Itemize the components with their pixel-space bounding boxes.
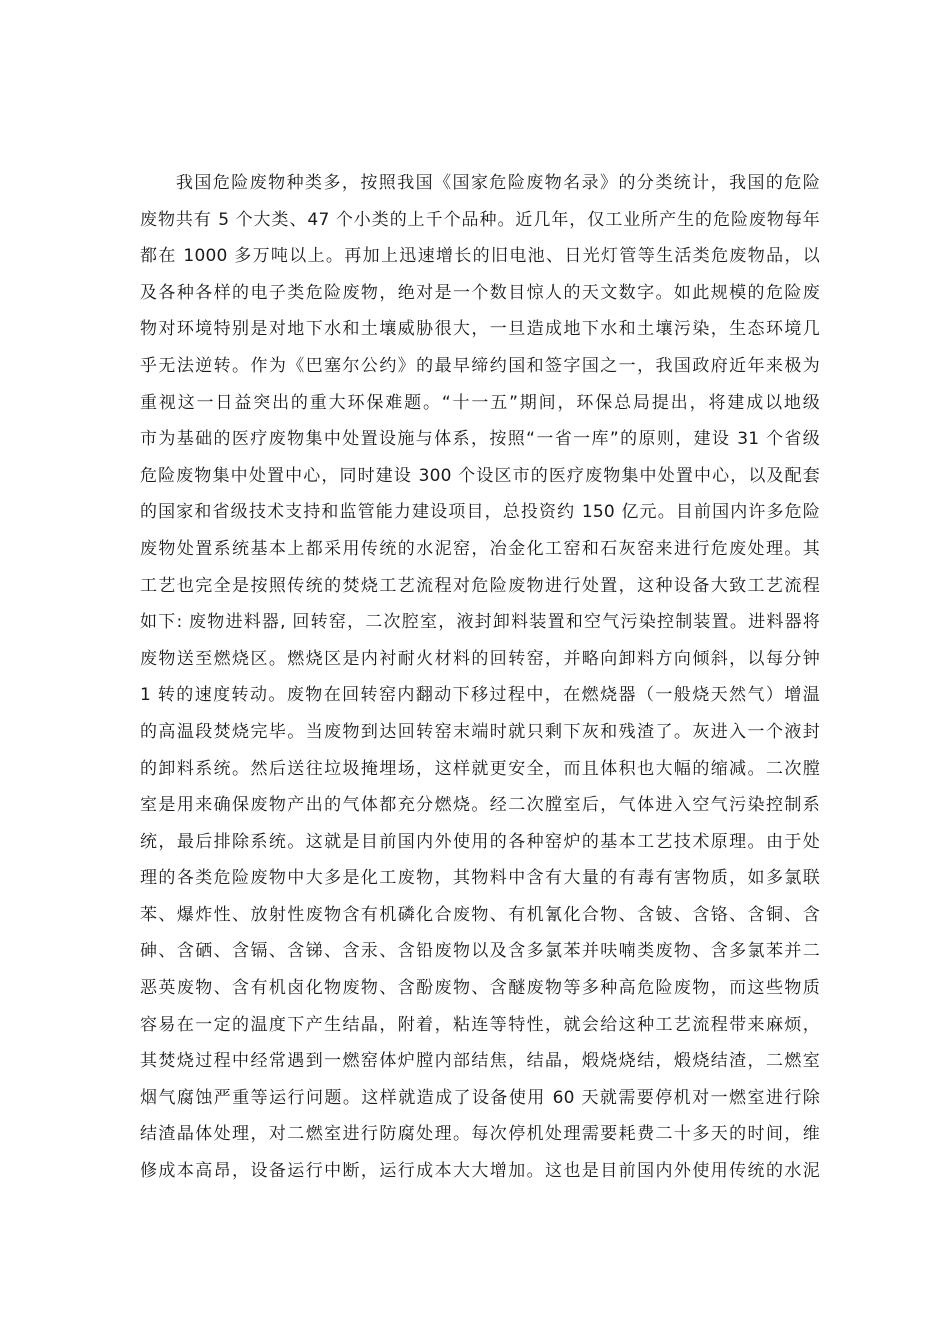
paragraph-line: 都在 1000 多万吨以上。再加上迅速增长的旧电池、日光灯管等生活类危废物品，以 [140, 246, 820, 267]
paragraph-line: 市为基础的医疗废物集中处置设施与体系，按照“一省一库”的原则，建设 31 个省级 [140, 429, 820, 450]
paragraph-line: 的卸料系统。然后送往垃圾掩埋场，这样就更安全，而且体积也大幅的缩减。二次膛 [140, 758, 820, 779]
paragraph-line: 砷、含硒、含镉、含锑、含汞、含铅废物以及含多氯苯并呋喃类废物、含多氯苯并二 [140, 941, 820, 962]
paragraph-line: 的国家和省级技术支持和监管能力建设项目，总投资约 150 亿元。目前国内许多危险 [140, 502, 820, 523]
paragraph-line: 结渣晶体处理，对二燃室进行防腐处理。每次停机处理需要耗费二十多天的时间，维 [140, 1124, 820, 1145]
paragraph-line: 恶英废物、含有机卤化物废物、含酚废物、含醚废物等多种高危险废物，而这些物质 [140, 978, 820, 999]
paragraph-line: 如下: 废物进料器, 回转窑，二次腔室，液封卸料装置和空气污染控制装置。进料器将 [140, 612, 820, 633]
paragraph-line: 及各种各样的电子类危险废物，绝对是一个数目惊人的天文数字。如此规模的危险废 [140, 282, 820, 303]
paragraph-line: 废物送至燃烧区。燃烧区是内衬耐火材料的回转窑，并略向卸料方向倾斜，以每分钟 [140, 648, 820, 669]
paragraph-line: 重视这一日益突出的重大环保难题。“十一五”期间，环保总局提出，将建成以地级 [140, 392, 820, 413]
paragraph-line: 修成本高昂，设备运行中断，运行成本大大增加。这也是目前国内外使用传统的水泥 [140, 1161, 820, 1182]
paragraph-line: 的高温段焚烧完毕。当废物到达回转窑末端时就只剩下灰和残渣了。灰进入一个液封 [140, 721, 820, 742]
body-paragraph [140, 165, 820, 1190]
paragraph-line: 1 转的速度转动。废物在回转窑内翻动下移过程中，在燃烧器（一般烧天然气）增温 [140, 685, 820, 706]
paragraph-line: 理的各类危险废物中大多是化工废物，其物料中含有大量的有毒有害物质，如多氯联 [140, 868, 820, 889]
paragraph-line: 室是用来确保废物产出的气体都充分燃烧。经二次膛室后，气体进入空气污染控制系 [140, 795, 820, 816]
paragraph-line: 乎无法逆转。作为《巴塞尔公约》的最早缔约国和签字国之一，我国政府近年来极为 [140, 355, 820, 376]
paragraph-line: 物对环境特别是对地下水和土壤威胁很大，一旦造成地下水和土壤污染，生态环境几 [140, 319, 820, 340]
paragraph-line: 其焚烧过程中经常遇到一燃窑体炉膛内部结焦，结晶，煅烧烧结，煅烧结渣，二燃室 [140, 1051, 820, 1072]
paragraph-line: 废物共有 5 个大类、47 个小类的上千个品种。近几年，仅工业所产生的危险废物每年 [140, 209, 820, 230]
paragraph-line: 工艺也完全是按照传统的焚烧工艺流程对危险废物进行处置，这种设备大致工艺流程 [140, 575, 820, 596]
paragraph-line: 苯、爆炸性、放射性废物含有机磷化合废物、有机氰化合物、含铍、含铬、含铜、含 [140, 904, 820, 925]
paragraph-line: 容易在一定的温度下产生结晶，附着，粘连等特性，就会给这种工艺流程带来麻烦， [140, 1014, 820, 1035]
paragraph-line: 废物处置系统基本上都采用传统的水泥窑，冶金化工窑和石灰窑来进行危废处理。其 [140, 538, 820, 559]
paragraph-line: 我国危险废物种类多，按照我国《国家危险废物名录》的分类统计，我国的危险 [176, 173, 820, 193]
paragraph-line: 危险废物集中处置中心，同时建设 300 个设区市的医疗废物集中处置中心，以及配套 [140, 465, 820, 486]
paragraph-line: 统，最后排除系统。这就是目前国内外使用的各种窑炉的基本工艺技术原理。由于处 [140, 831, 820, 852]
paragraph-line: 烟气腐蚀严重等运行问题。这样就造成了设备使用 60 天就需要停机对一燃室进行除 [140, 1087, 820, 1108]
